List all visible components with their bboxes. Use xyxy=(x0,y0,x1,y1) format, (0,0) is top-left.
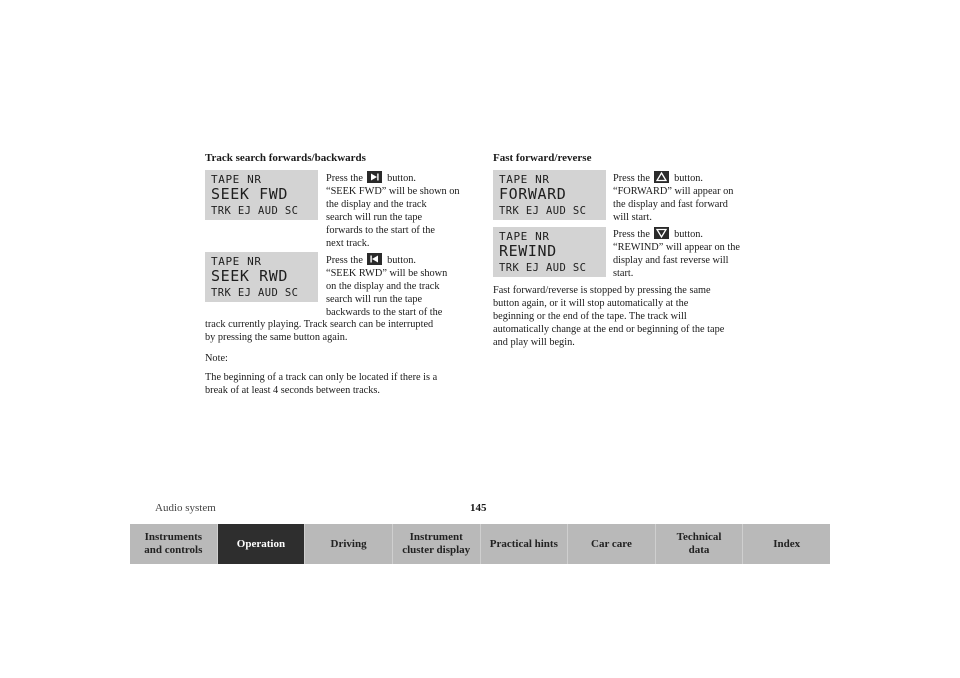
text-line: beginning or the end of the tape. The track will xyxy=(493,311,687,322)
instruction-line: next track. xyxy=(326,238,370,249)
section-title: Audio system xyxy=(155,502,216,514)
instruction-line: search will run the tape xyxy=(326,212,423,223)
display-line-3: TRK EJ AUD SC xyxy=(211,205,299,217)
text-line: button again, or it will stop automatically at the xyxy=(493,298,689,309)
rewind-instructions xyxy=(613,227,763,280)
chapter-navigation xyxy=(130,524,830,564)
instruction-line: “SEEK RWD” will be shown xyxy=(326,268,448,279)
display-line-1: TAPE NR xyxy=(211,255,262,268)
instruction-line: forwards to the start of the xyxy=(326,225,435,236)
instruction-line: the display and fast forward xyxy=(613,199,728,210)
instruction-line: “REWIND” will appear on the xyxy=(613,242,740,253)
text-line: Fast forward/reverse is stopped by pressing the same xyxy=(493,285,711,296)
display-line-3: TRK EJ AUD SC xyxy=(499,205,587,217)
instruction-line: display and fast reverse will xyxy=(613,255,729,266)
seek-rwd-instructions xyxy=(326,253,476,319)
display-forward xyxy=(493,170,606,220)
tab-instrument-cluster-display[interactable]: Instrument cluster display xyxy=(393,524,481,564)
text-line: automatically change at the end or beginning of the tape xyxy=(493,324,725,335)
display-line-1: TAPE NR xyxy=(211,173,262,186)
display-line-2: FORWARD xyxy=(499,185,567,203)
display-seek-rwd xyxy=(205,252,318,302)
fast-forward-continuation xyxy=(493,284,768,349)
page-number: 145 xyxy=(470,502,487,514)
note-text xyxy=(205,371,480,397)
text-line: by pressing the same button again. xyxy=(205,332,348,343)
heading-track-search: Track search forwards/backwards xyxy=(205,152,366,164)
instruction-line: “FORWARD” will appear on xyxy=(613,186,734,197)
tab-operation[interactable]: Operation xyxy=(218,524,306,564)
previous-track-icon xyxy=(367,253,382,265)
display-line-3: TRK EJ AUD SC xyxy=(499,262,587,274)
display-line-1: TAPE NR xyxy=(499,173,550,186)
tab-car-care[interactable]: Car care xyxy=(568,524,656,564)
display-seek-fwd xyxy=(205,170,318,220)
instruction-line: the display and the track xyxy=(326,199,427,210)
fast-forward-icon xyxy=(654,171,669,183)
instruction-line: search will run the tape xyxy=(326,294,423,305)
instruction-line: Press the button. xyxy=(613,229,703,240)
heading-fast-forward-reverse: Fast forward/reverse xyxy=(493,152,592,164)
tab-practical-hints[interactable]: Practical hints xyxy=(481,524,569,564)
display-line-2: SEEK FWD xyxy=(211,185,289,203)
display-line-3: TRK EJ AUD SC xyxy=(211,287,299,299)
display-line-2: REWIND xyxy=(499,242,557,260)
instruction-line: start. xyxy=(613,268,634,279)
text-line: track currently playing. Track search can be interrupted xyxy=(205,319,434,330)
forward-instructions xyxy=(613,171,763,224)
instruction-line: Press the button. xyxy=(613,173,703,184)
instruction-line: Press the button. xyxy=(326,255,416,266)
text-line: and play will begin. xyxy=(493,337,575,348)
instruction-line: on the display and the track xyxy=(326,281,440,292)
text-line: break of at least 4 seconds between tracks. xyxy=(205,385,380,396)
display-rewind xyxy=(493,227,606,277)
instruction-line: backwards to the start of the xyxy=(326,307,443,318)
instruction-line: Press the button. xyxy=(326,173,416,184)
display-line-2: SEEK RWD xyxy=(211,267,289,285)
seek-fwd-instructions xyxy=(326,171,476,250)
track-search-continuation xyxy=(205,318,480,344)
instruction-line: “SEEK FWD” will be shown on xyxy=(326,186,460,197)
rewind-icon xyxy=(654,227,669,239)
tab-instruments-and-controls[interactable]: Instruments and controls xyxy=(130,524,218,564)
tab-technical-data[interactable]: Technical data xyxy=(656,524,744,564)
instruction-line: will start. xyxy=(613,212,652,223)
tab-index[interactable]: Index xyxy=(743,524,830,564)
next-track-icon xyxy=(367,171,382,183)
display-line-1: TAPE NR xyxy=(499,230,550,243)
note-label: Note: xyxy=(205,353,228,364)
tab-driving[interactable]: Driving xyxy=(305,524,393,564)
text-line: The beginning of a track can only be located if there is a xyxy=(205,372,438,383)
